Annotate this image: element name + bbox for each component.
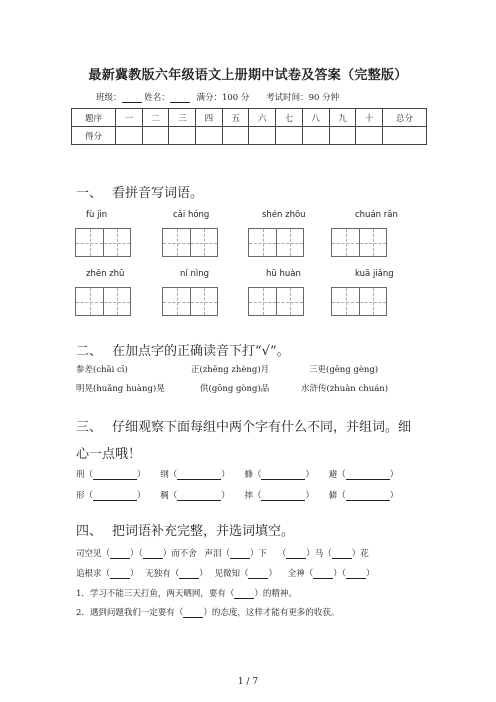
section-number: 一、 [76,186,103,201]
score-header-cell: 五 [222,109,249,127]
answer-blank[interactable] [286,549,306,559]
compare-char: 纲（ [160,470,178,480]
fill-text: 司空见（ [76,549,111,559]
compare-char: 稠（ [160,491,178,501]
fill-text: ）马（ [306,549,332,559]
score-header-cell: 二 [142,109,169,127]
time-label: 考试时间：90 分钟 [266,93,340,103]
answer-blank[interactable] [179,569,199,579]
pronunciation-item: 三更(gēng gèng) [309,365,379,375]
pronunciation-item: 水浒传(zhuàn chuán) [301,384,389,394]
question-2 [76,606,339,618]
paren-close: ） [389,470,399,480]
compare-char: 形（ [76,491,94,501]
writing-grid[interactable] [331,287,387,316]
compare-char: 摔（ [244,491,262,501]
name-label: 姓名： [144,93,170,103]
score-header-cell: 一 [116,109,143,127]
pronunciation-item: 明晃(huǎng huàng)晃 [76,384,165,394]
score-cell[interactable] [302,127,329,145]
score-cell[interactable] [356,127,383,145]
paren-close: ） [221,470,230,480]
writing-grid[interactable] [248,287,304,316]
fill-text: ）而不舍 [162,549,197,559]
fill-text: ） [130,569,139,579]
compare-char: 蜂（ [244,470,262,480]
score-header-cell: 六 [249,109,276,127]
score-header-cell: 题序 [72,109,116,127]
answer-blank[interactable] [234,589,254,599]
score-header-cell: 总分 [383,109,427,127]
fill-text: ）（ [333,569,346,579]
class-label: 班级： [96,93,122,103]
answer-blank[interactable] [346,491,390,501]
fill-text: ）（ [130,549,143,559]
fill-text: 追根求（ [76,569,111,579]
question-text: 1．学习不能三天打鱼，两天晒网，要有（ [76,589,235,599]
writing-grid[interactable] [75,228,131,257]
class-blank [122,93,142,103]
fill-text: ） [268,569,277,579]
score-cell[interactable] [276,127,303,145]
compare-char: 僻（ [328,491,346,501]
pinyin-label: chuán rǎn [355,210,398,220]
score-row-label: 得分 [72,127,116,145]
paren-close: ） [305,470,314,480]
writing-grid[interactable] [162,287,218,316]
score-cell[interactable] [249,127,276,145]
answer-blank[interactable] [313,569,333,579]
pronunciation-item: 参差(chāi cī) [76,365,128,375]
answer-blank[interactable] [183,608,203,618]
answer-blank[interactable] [332,549,352,559]
pinyin-label: shén zhōu [262,210,306,220]
score-cell[interactable] [222,127,249,145]
score-table [71,108,427,145]
fill-text: 见微知（ [214,569,249,579]
question-text: ）的态度，这样才能有更多的收获。 [203,608,340,618]
answer-blank[interactable] [143,549,163,559]
paren-close: ） [305,491,314,501]
score-cell[interactable] [169,127,196,145]
section-text: 把词语补充完整，并选词填空。 [112,524,295,539]
score-cell[interactable] [196,127,223,145]
question-text: ）的精神。 [254,589,297,599]
fill-text: 声泪（ [204,549,231,559]
fill-row-1 [76,547,369,559]
writing-grid[interactable] [162,228,218,257]
answer-blank[interactable] [177,491,221,501]
score-header-cell: 八 [302,109,329,127]
paren-close: ） [137,491,146,501]
score-header-cell: 九 [329,109,356,127]
writing-grid[interactable] [331,228,387,257]
answer-blank[interactable] [177,470,221,480]
page-number: 1 / 7 [237,677,259,687]
question-text: 2．遇到问题我们一定要有（ [76,608,184,618]
document-title: 最新冀教版六年级语文上册期中试卷及答案（完整版） [88,68,408,83]
pinyin-label: hū huàn [266,269,301,279]
score-header-cell: 四 [196,109,223,127]
section-text: 在加点字的正确读音下打“√”。 [112,344,290,359]
writing-grid[interactable] [75,287,131,316]
compare-row-1 [76,468,398,480]
section-1-heading [76,182,203,201]
answer-blank[interactable] [261,470,305,480]
score-header-cell: 七 [276,109,303,127]
pinyin-label: kuā jiǎng [355,269,394,279]
compare-char: 刑（ [76,470,94,480]
section-4-heading [76,520,294,539]
score-header-cell: 十 [356,109,383,127]
fill-row-2 [76,567,375,579]
pinyin-label: ní nìng [180,269,209,279]
fill-text: （ [277,549,287,559]
score-table-score-row [72,127,427,145]
pronunciation-item: 正(zhēng zhèng)月 [191,365,270,375]
question-1 [76,587,297,599]
score-header-cell: 三 [169,109,196,127]
answer-blank[interactable] [110,569,130,579]
section-text: 看拼音写词语。 [112,186,204,201]
score-cell[interactable] [329,127,356,145]
pinyin-label: cǎi hóng [173,210,210,220]
writing-grid[interactable] [248,228,304,257]
fill-text: ）下 [250,549,268,559]
score-cell[interactable] [116,127,143,145]
fill-text: 全神（ [287,569,314,579]
compare-char: 避（ [328,470,346,480]
section-number: 三、 [76,420,103,435]
name-blank [170,93,190,103]
section-3-heading [76,416,411,435]
section-text: 仔细观察下面每组中两个字有什么不同，并组词。细 [112,420,412,435]
answer-blank[interactable] [346,470,390,480]
compare-row-2 [76,489,398,501]
fill-text: ） [199,569,208,579]
answer-blank[interactable] [261,491,305,501]
fill-text: ） [365,569,375,579]
pinyin-label: fù jìn [86,210,108,220]
answer-blank[interactable] [93,491,137,501]
paren-close: ） [221,491,230,501]
section-number: 二、 [76,344,103,359]
answer-blank[interactable] [93,470,137,480]
answer-blank[interactable] [248,569,268,579]
score-label: 满分：100 分 [196,93,250,103]
paren-close: ） [137,470,146,480]
pronunciation-item: 供(gōng gòng)品 [200,384,270,394]
paren-close: ） [389,491,399,501]
answer-blank[interactable] [346,569,366,579]
fill-text: 无独有（ [145,569,180,579]
answer-blank[interactable] [110,549,130,559]
answer-blank[interactable] [230,549,250,559]
section-3-heading-cont: 心一点哦！ [76,447,142,462]
score-cell[interactable] [142,127,169,145]
score-cell[interactable] [383,127,427,145]
score-table-header-row [72,109,427,127]
section-2-heading [76,340,290,359]
exam-meta [96,91,339,103]
section-number: 四、 [76,524,103,539]
fill-text: ）花 [351,549,369,559]
pinyin-label: zhēn zhū [86,269,125,279]
